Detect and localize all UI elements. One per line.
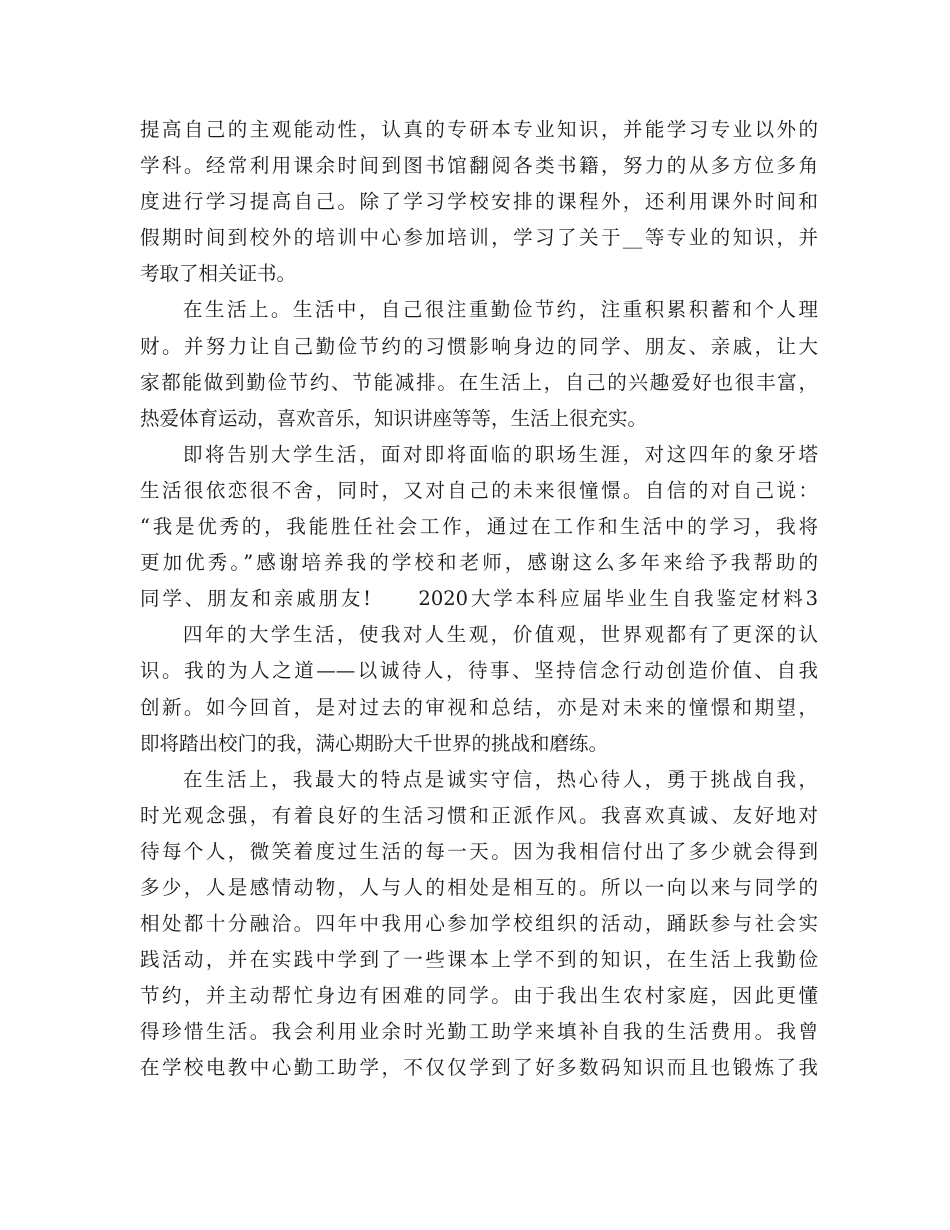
paragraph-line: 节约，并主动帮忙身边有困难的同学。由于我出生农村家庭，因此更懂 — [140, 984, 818, 1008]
paragraph-line: 提高自己的主观能动性，认真的专研本专业知识，并能学习专业以外的 — [140, 118, 818, 141]
paragraph-line: 识。我的为人之道——以诚待人，待事、坚持信念行动创造价值、自我 — [140, 659, 818, 683]
paragraph-line: 更加优秀。”感谢培养我的学校和老师，感谢这么多年来给予我帮助的 — [140, 551, 818, 575]
paragraph-line: 财。并努力让自己勤俭节约的习惯影响身边的同学、朋友、亲戚，让大 — [140, 334, 818, 358]
paragraph-line: 相处都十分融洽。四年中我用心参加学校组织的活动，踊跃参与社会实 — [140, 912, 818, 936]
paragraph-line: 热爱体育运动，喜欢音乐，知识讲座等等，生活上很充实。 — [140, 406, 648, 430]
paragraph-first-line: 在生活上。生活中，自己很注重勤俭节约，注重积累积蓄和个人理 — [183, 298, 818, 322]
paragraph-line: 假期时间到校外的培训中心参加培训，学习了关于__等专业的知识，并 — [140, 226, 818, 250]
paragraph-first-line: 四年的大学生活，使我对人生观，价值观，世界观都有了更深的认 — [183, 623, 818, 647]
paragraph-line: 得珍惜生活。我会利用业余时光勤工助学来填补自我的生活费用。我曾 — [140, 1020, 818, 1044]
paragraph-line: 同学、朋友和亲戚朋友! 2020大学本科应届毕业生自我鉴定材料3 — [140, 587, 818, 611]
paragraph-line: 创新。如今回首，是对过去的审视和总结，亦是对未来的憧憬和期望， — [140, 695, 818, 719]
paragraph-line: 家都能做到勤俭节约、节能减排。在生活上，自己的兴趣爱好也很丰富， — [140, 370, 818, 394]
paragraph-line: “我是优秀的，我能胜任社会工作，通过在工作和生活中的学习，我将 — [140, 515, 818, 539]
document-page — [140, 112, 818, 1087]
paragraph-first-line: 即将告别大学生活，面对即将面临的职场生涯，对这四年的象牙塔 — [183, 442, 818, 466]
paragraph-line: 生活很依恋很不舍，同时，又对自己的未来很憧憬。自信的对自己说： — [140, 478, 818, 502]
paragraph-line: 学科。经常利用课余时间到图书馆翻阅各类书籍，努力的从多方位多角 — [140, 154, 818, 178]
paragraph-line: 度进行学习提高自己。除了学习学校安排的课程外，还利用课外时间和 — [140, 190, 818, 214]
paragraph-line: 多少，人是感情动物，人与人的相处是相互的。所以一向以来与同学的 — [140, 875, 818, 899]
paragraph-line: 践活动，并在实践中学到了一些课本上学不到的知识，在生活上我勤俭 — [140, 948, 818, 972]
paragraph-line: 即将踏出校门的我，满心期盼大千世界的挑战和磨练。 — [140, 731, 609, 755]
paragraph-line: 时光观念强，有着良好的生活习惯和正派作风。我喜欢真诚、友好地对 — [140, 803, 818, 827]
paragraph-line: 待每个人，微笑着度过生活的每一天。因为我相信付出了多少就会得到 — [140, 839, 818, 863]
paragraph-line: 考取了相关证书。 — [140, 262, 297, 286]
paragraph-first-line: 在生活上，我最大的特点是诚实守信，热心待人，勇于挑战自我， — [183, 767, 818, 791]
paragraph-line: 在学校电教中心勤工助学，不仅仅学到了好多数码知识而且也锻炼了我 — [140, 1056, 818, 1080]
